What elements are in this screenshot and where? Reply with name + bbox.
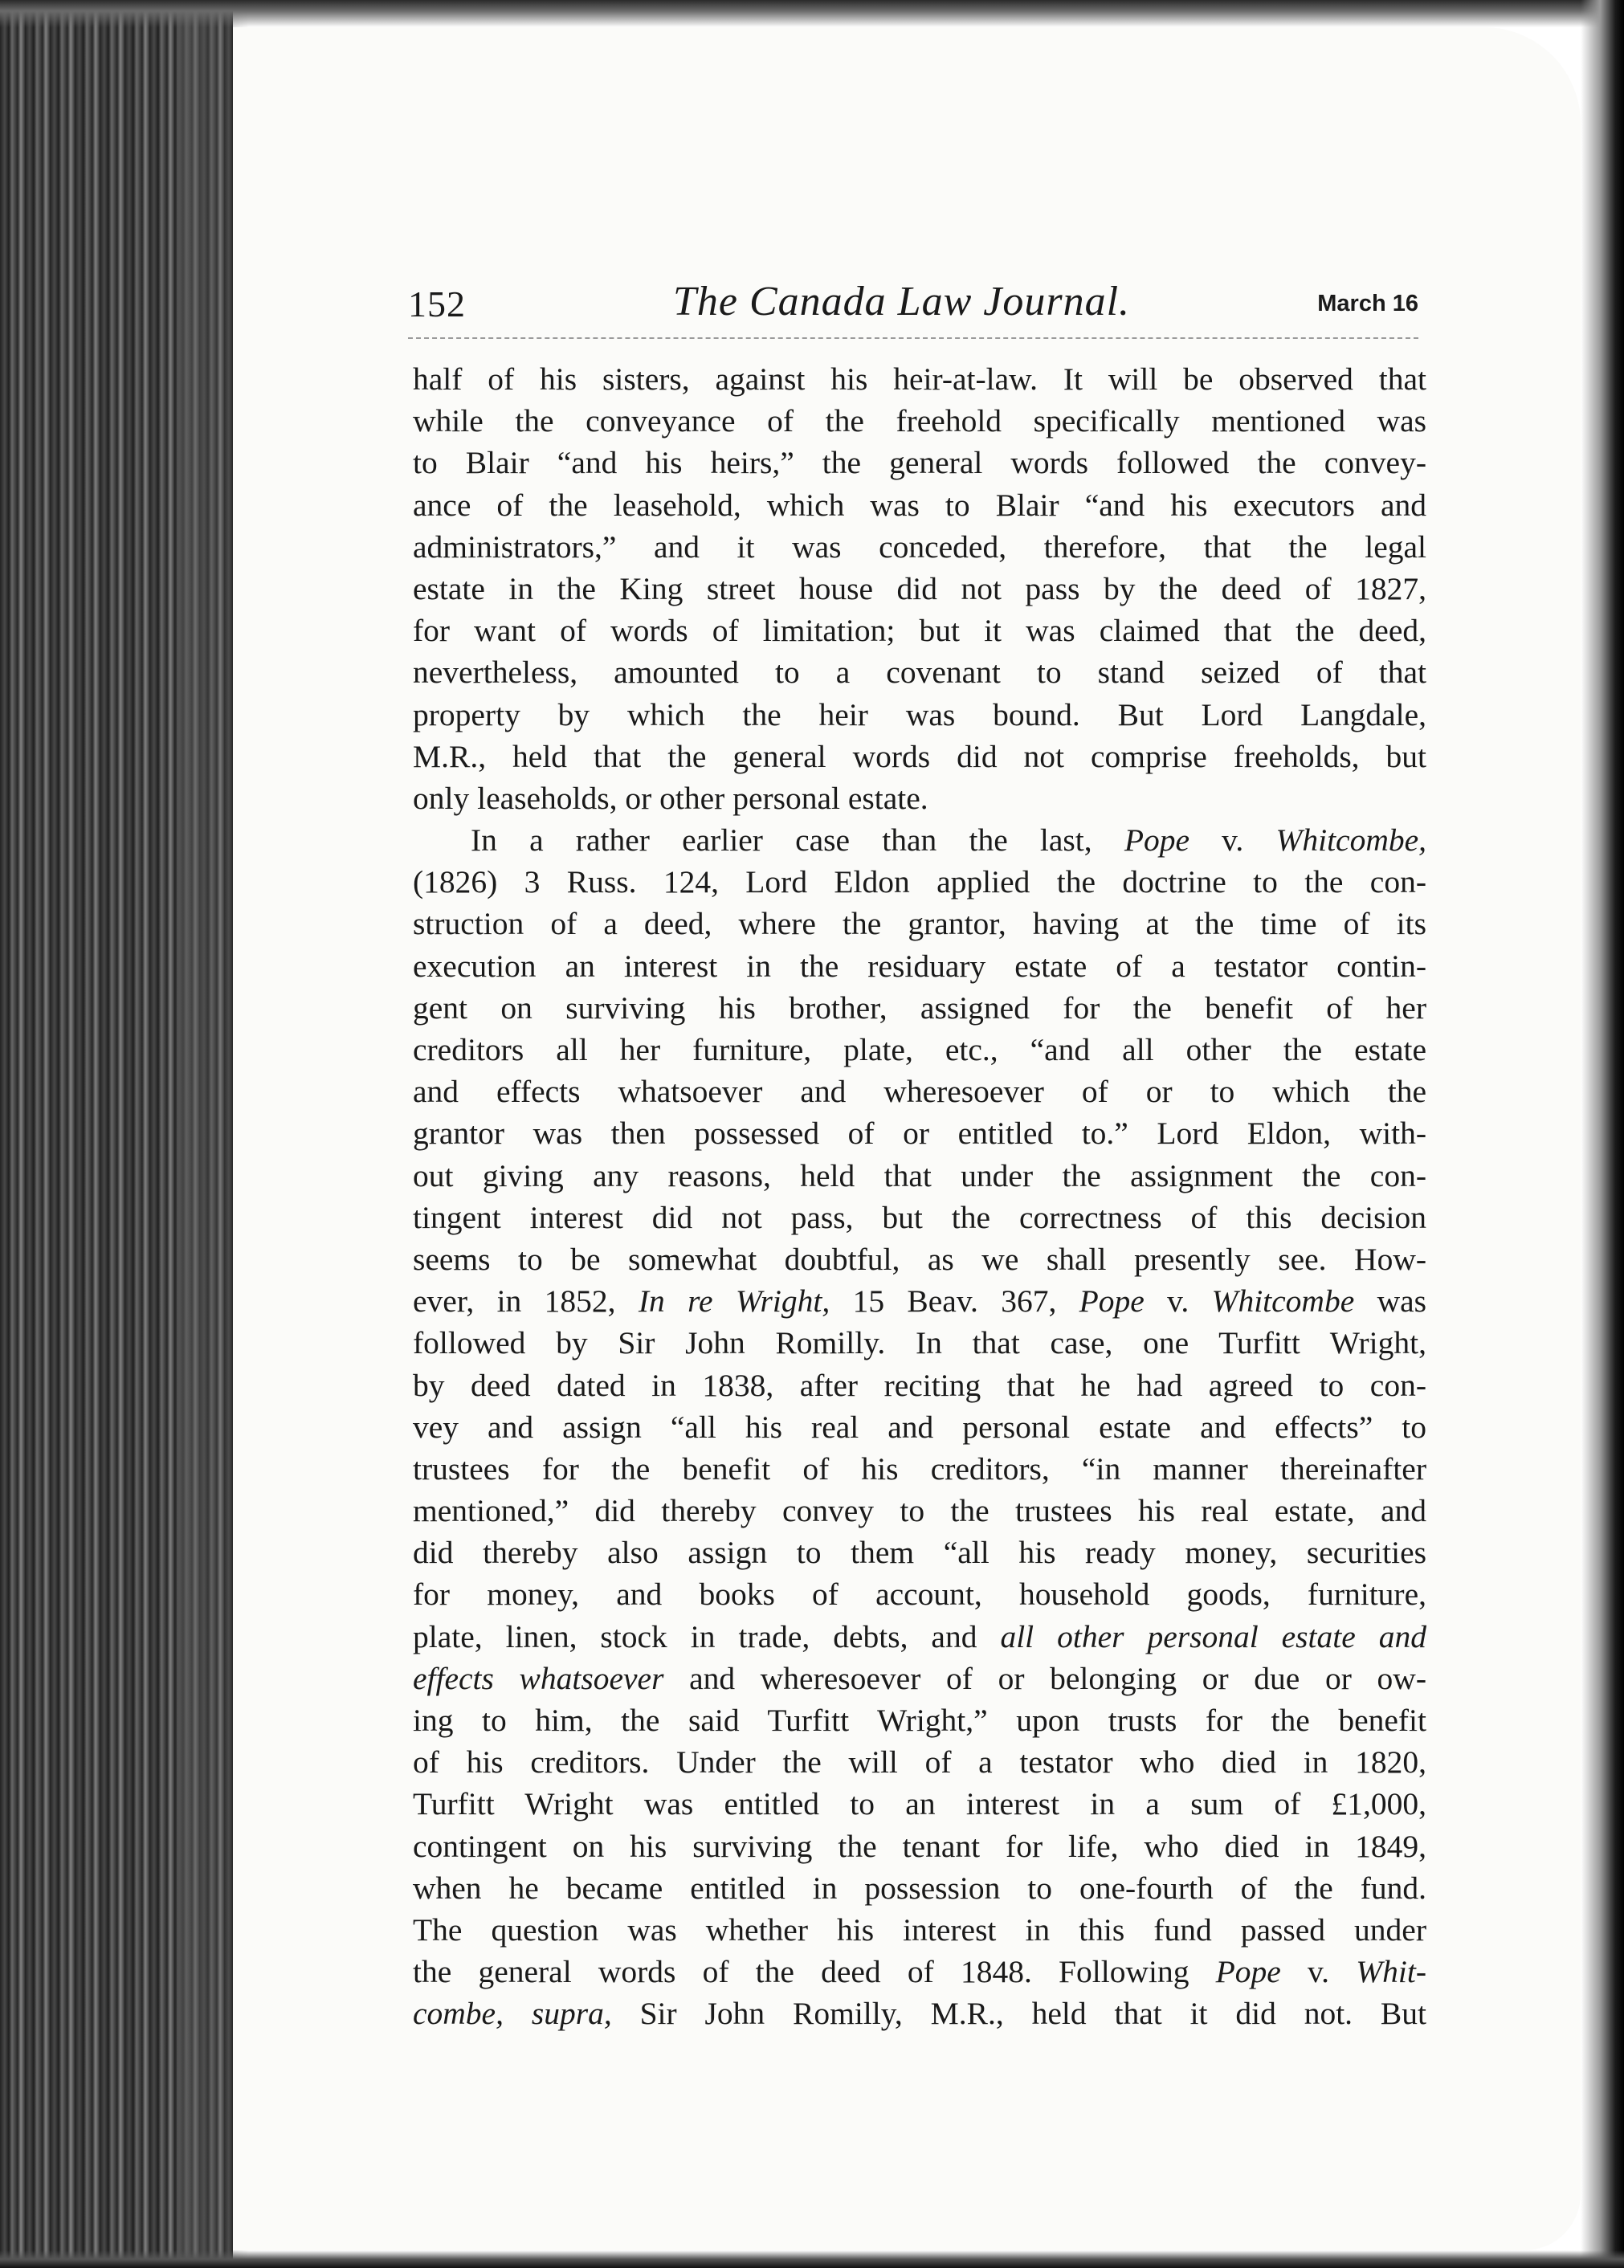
text-segment: seems to be somewhat doubtful, as we shall presently see. How- — [413, 1241, 1426, 1277]
text-line — [413, 1658, 1426, 1699]
page-number: 152 — [408, 284, 466, 324]
text-segment: v. — [1280, 1954, 1357, 1990]
text-line — [413, 1280, 1426, 1322]
text-line — [413, 1909, 1426, 1951]
text-line — [413, 1029, 1426, 1071]
text-line — [413, 1364, 1426, 1406]
text-segment: and wheresoever of or belonging or due or ow- — [663, 1660, 1426, 1696]
text-segment: for want of words of limitation; but it was claimed that the deed, — [413, 613, 1426, 649]
text-segment: by deed dated in 1838, after reciting that he had agreed to con- — [413, 1367, 1426, 1403]
italic-text: all other personal estate and — [1000, 1618, 1426, 1654]
text-segment: In a rather earlier case than the last, — [471, 822, 1124, 859]
text-segment: administrators,” and it was conceded, therefore, that the legal — [413, 528, 1426, 565]
text-line — [413, 1993, 1426, 2034]
italic-text: Pope — [1124, 822, 1189, 859]
running-head — [408, 278, 1418, 334]
text-segment: v. — [1144, 1283, 1212, 1320]
text-line — [413, 987, 1426, 1029]
text-line — [413, 736, 1426, 777]
text-segment: Sir John Romilly, M.R., held that it did not. But — [611, 1996, 1426, 2032]
text-segment: out giving any reasons, held that under the assignment the con- — [413, 1157, 1426, 1193]
text-line — [413, 861, 1426, 903]
top-scan-edge — [0, 0, 1624, 27]
text-segment: estate in the King street house did not pass by the deed of 1827, — [413, 570, 1426, 606]
text-line — [413, 1783, 1426, 1825]
journal-title: The Canada Law Journal. — [673, 279, 1131, 324]
text-line — [413, 1112, 1426, 1154]
text-segment: creditors all her furniture, plate, etc., “and all other the estate — [413, 1032, 1426, 1067]
text-line — [413, 526, 1426, 568]
text-segment: while the conveyance of the freehold specifically mentioned was — [413, 403, 1426, 439]
text-segment: execution an interest in the residuary estate of a testator contin- — [413, 948, 1426, 984]
text-line — [413, 358, 1426, 400]
text-line — [413, 819, 1426, 861]
text-segment: ance of the leasehold, which was to Blair “and his executors and — [413, 487, 1426, 523]
text-segment: to Blair “and his heirs,” the general words followed the convey- — [413, 445, 1426, 481]
text-segment: ing to him, the said Turfitt Wright,” upon trusts for the benefit — [413, 1703, 1426, 1738]
text-line — [413, 1155, 1426, 1197]
text-line — [413, 1573, 1426, 1615]
text-line — [413, 651, 1426, 693]
issue-date: March 16 — [1317, 291, 1418, 316]
text-segment: nevertheless, amounted to a covenant to stand seized of that — [413, 655, 1426, 691]
text-segment: tingent interest did not pass, but the correctness of this decision — [413, 1199, 1426, 1235]
text-line — [413, 1238, 1426, 1280]
text-segment: the general words of the deed of 1848. Following — [413, 1954, 1216, 1990]
text-segment: was — [1354, 1283, 1427, 1320]
text-segment: v. — [1189, 822, 1276, 859]
text-line — [413, 1825, 1426, 1867]
italic-text: In re Wright, — [638, 1283, 830, 1320]
text-line — [413, 610, 1426, 651]
text-line — [413, 1951, 1426, 1993]
text-line — [413, 1071, 1426, 1112]
text-segment: of his creditors. Under the will of a testator who died in 1820, — [413, 1744, 1426, 1781]
text-line — [413, 903, 1426, 944]
text-line — [413, 945, 1426, 987]
italic-text: effects whatsoever — [413, 1660, 664, 1696]
text-segment: struction of a deed, where the grantor, having at the time of its — [413, 906, 1426, 942]
text-segment: did thereby also assign to them “all his ready money, securities — [413, 1535, 1426, 1571]
text-line — [413, 1532, 1426, 1573]
text-line — [413, 1490, 1426, 1532]
text-segment: followed by Sir John Romilly. In that case, one Turfitt Wright, — [413, 1325, 1426, 1361]
text-segment: trustees for the benefit of his creditors, “in manner thereinafter — [413, 1450, 1426, 1487]
text-segment: and effects whatsoever and wheresoever of or to which the — [413, 1074, 1426, 1110]
text-line — [413, 1322, 1426, 1364]
text-line — [413, 568, 1426, 610]
text-segment: plate, linen, stock in trade, debts, and — [413, 1618, 1001, 1654]
text-segment: vey and assign “all his real and personal estate and effects” to — [413, 1409, 1426, 1445]
text-segment: when he became entitled in possession to one-fourth of the fund. — [413, 1870, 1426, 1906]
text-line — [413, 1699, 1426, 1741]
text-line — [413, 1197, 1426, 1238]
text-segment: property by which the heir was bound. But Lord Langdale, — [413, 696, 1426, 732]
text-line — [413, 1616, 1426, 1658]
text-line — [413, 1741, 1426, 1783]
text-segment: The question was whether his interest in this fund passed under — [413, 1911, 1426, 1948]
text-segment: (1826) 3 Russ. 124, Lord Eldon applied the doctrine to the con- — [413, 864, 1426, 900]
article-body — [413, 358, 1426, 2035]
text-segment: mentioned,” did thereby convey to the trustees his real estate, and — [413, 1493, 1426, 1529]
text-segment: 15 Beav. 367, — [830, 1283, 1079, 1320]
text-line — [413, 484, 1426, 526]
text-segment: half of his sisters, against his heir-at-law. It will be observed that — [413, 361, 1426, 397]
italic-text: Pope — [1215, 1954, 1281, 1990]
text-line — [413, 694, 1426, 736]
text-segment: Turfitt Wright was entitled to an interest in a sum of £1,000, — [413, 1786, 1426, 1822]
text-segment: only leaseholds, or other personal estate. — [413, 780, 928, 816]
italic-text: Whitcombe, — [1275, 822, 1427, 859]
right-scan-edge — [1581, 0, 1624, 2268]
text-segment: gent on surviving his brother, assigned for the benefit of her — [413, 989, 1426, 1026]
text-segment: M.R., held that the general words did not comprise freeholds, but — [413, 738, 1426, 774]
text-line — [413, 1406, 1426, 1448]
text-segment: contingent on his surviving the tenant for life, who died in 1849, — [413, 1828, 1426, 1864]
text-segment: grantor was then possessed of or entitled to.” Lord Eldon, with- — [413, 1116, 1426, 1152]
text-line — [413, 400, 1426, 442]
header-rule — [408, 337, 1418, 339]
text-line — [413, 1867, 1426, 1909]
text-segment: for money, and books of account, household goods, furniture, — [413, 1577, 1426, 1613]
italic-text: Whit- — [1356, 1954, 1427, 1990]
italic-text: combe, supra, — [413, 1996, 612, 2032]
text-line — [413, 442, 1426, 483]
text-line — [413, 777, 1426, 819]
text-line — [413, 1448, 1426, 1490]
bottom-scan-edge — [0, 2250, 1624, 2268]
italic-text: Whitcombe — [1211, 1283, 1355, 1320]
italic-text: Pope — [1079, 1283, 1145, 1320]
text-segment: ever, in 1852, — [413, 1283, 639, 1320]
